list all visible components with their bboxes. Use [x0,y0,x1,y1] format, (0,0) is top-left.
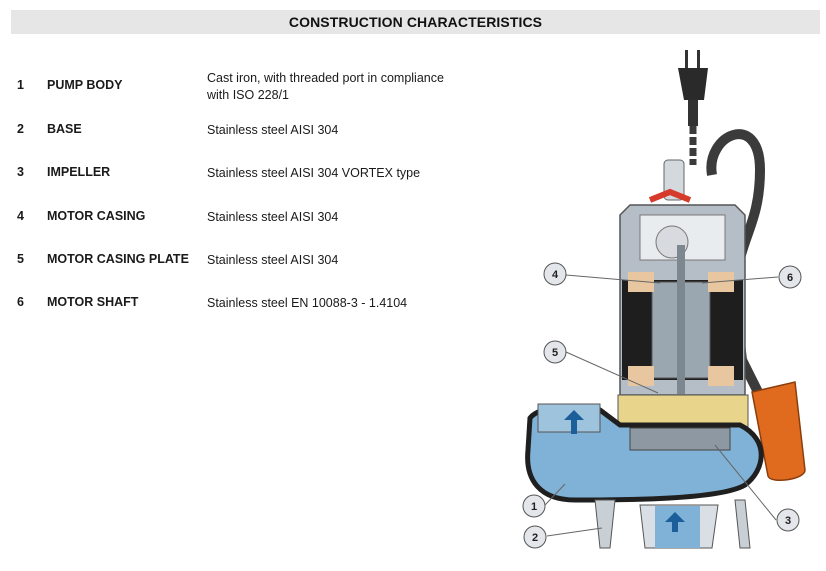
component-material: Stainless steel AISI 304 [207,210,339,224]
power-plug-icon [678,50,708,126]
callout-1[interactable] [523,495,545,517]
section-title: CONSTRUCTION CHARACTERISTICS [288,14,543,30]
impeller [630,428,730,450]
winding-bottom-left [628,366,654,386]
callout-label: 3 [784,515,792,527]
component-name: MOTOR CASING PLATE [47,252,189,266]
component-number: 2 [17,122,24,136]
callout-6[interactable] [779,266,801,288]
component-material: Stainless steel AISI 304 [207,123,339,137]
section-header [11,10,820,34]
component-number: 3 [17,165,24,179]
component-name: BASE [47,122,82,136]
callout-2[interactable] [524,526,546,548]
callout-label: 2 [531,532,539,544]
component-number: 1 [17,78,24,92]
component-name: IMPELLER [47,165,111,179]
callout-4[interactable] [544,263,566,285]
callout-label: 6 [786,272,794,284]
component-number: 6 [17,295,24,309]
component-material: Stainless steel AISI 304 [207,253,339,267]
callout-label: 5 [551,347,559,359]
component-material: Stainless steel AISI 304 VORTEX type [207,166,421,180]
callout-3[interactable] [777,509,799,531]
material-line: Cast iron, with threaded port in compliance [207,71,444,85]
component-name: MOTOR SHAFT [47,295,139,309]
material-line: with ISO 228/1 [207,88,289,102]
callout-5[interactable] [544,341,566,363]
component-material [207,70,477,104]
component-name: PUMP BODY [47,78,123,92]
component-number: 5 [17,252,24,266]
callout-label: 4 [551,269,559,281]
component-material: Stainless steel EN 10088-3 - 1.4104 [207,296,408,310]
callout-label: 1 [530,501,538,513]
component-number: 4 [17,209,24,223]
pump-cutaway-diagram [490,40,826,571]
component-name: MOTOR CASING [47,209,146,223]
winding-bottom-right [708,366,734,386]
